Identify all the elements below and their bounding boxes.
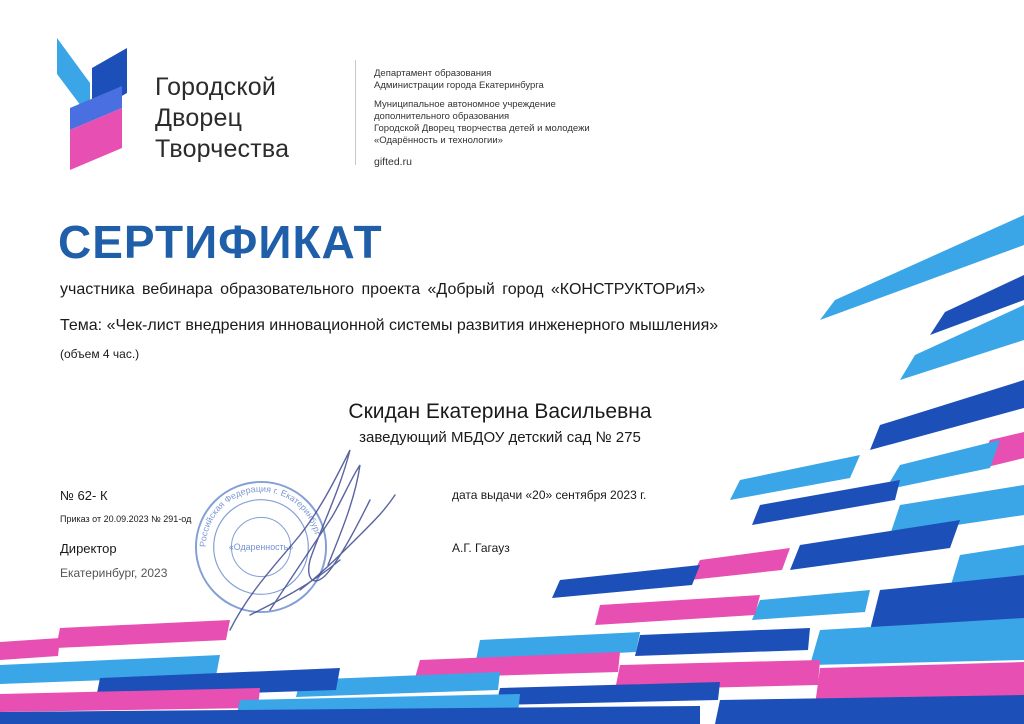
certificate-title: СЕРТИФИКАТ — [58, 216, 383, 268]
city-year: Екатеринбург, 2023 — [60, 566, 168, 580]
logo-line-1: Городской — [155, 73, 277, 101]
organization-info — [374, 68, 590, 168]
org-institution-name: Городской Дворец творчества детей и молодежи — [374, 123, 590, 134]
palace-logo-wordmark — [155, 72, 289, 165]
org-administration: Администрации города Екатеринбурга — [374, 80, 544, 91]
issue-date: дата выдачи «20» сентября 2023 г. — [452, 488, 647, 502]
stamp-ring-text: Российская Федерация г. Екатеринбург — [197, 483, 323, 548]
logo-line-2: Дворец — [155, 104, 243, 132]
certificate-number: № 62- К — [60, 488, 108, 503]
director-label: Директор — [60, 541, 117, 556]
hours-volume: (объем 4 час.) — [60, 347, 140, 361]
header-divider — [355, 60, 356, 165]
org-motto: «Одарённость и технологии» — [374, 135, 503, 146]
director-name: А.Г. Гагауз — [452, 541, 510, 555]
topic-line: Тема: «Чек-лист внедрения инновационной системы развития инженерного мышления» — [60, 317, 719, 334]
logo-line-3: Творчества — [155, 135, 290, 163]
order-reference: Приказ от 20.09.2023 № 291-од — [60, 514, 192, 524]
recipient-position: заведующий МБДОУ детский сад № 275 — [359, 429, 641, 446]
org-website: gifted.ru — [374, 156, 412, 168]
recipient-name: Скидан Екатерина Васильевна — [348, 400, 652, 423]
participant-line: участника вебинара образовательного проекта «Добрый город «КОНСТРУКТОРиЯ» — [60, 281, 706, 298]
handwritten-signature — [210, 440, 410, 640]
org-institution-type: Муниципальное автономное учреждение — [374, 99, 556, 110]
palace-logo-icon — [52, 38, 132, 178]
org-education-type: дополнительного образования — [374, 111, 510, 122]
stamp-center-text: «Одаренность» — [228, 541, 294, 552]
org-department: Департамент образования — [374, 68, 492, 79]
